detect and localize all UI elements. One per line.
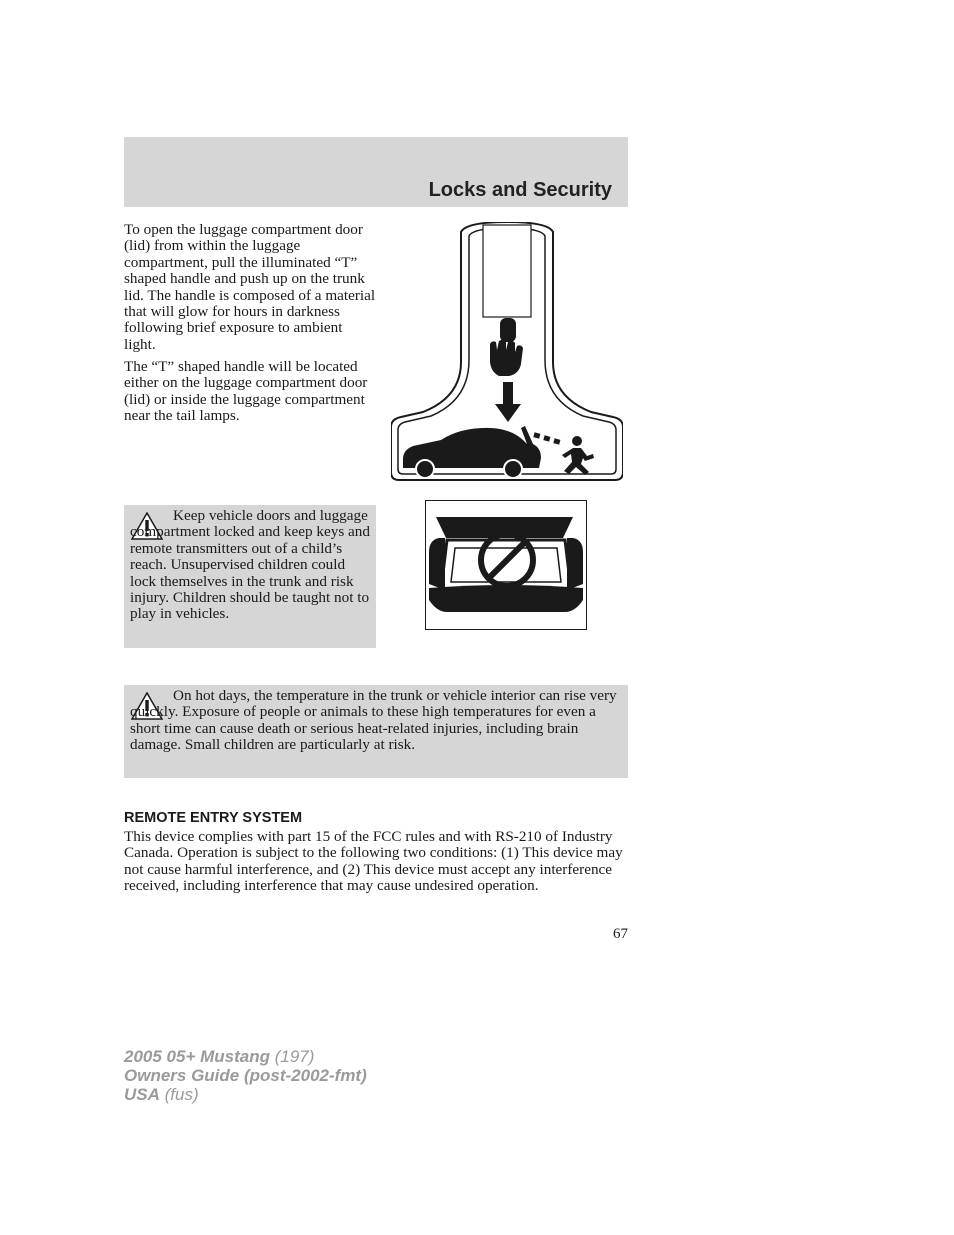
heat-warning xyxy=(124,685,628,778)
remote-entry-paragraph: This device complies with part 15 of the FCC rules and with RS-210 of Industry Canada. Operation is subject to the following two conditions: (1) This device may not cause harmful interference, and (2) This device must accept any interference received, including interference that may cause undesired operation. xyxy=(124,828,623,895)
footer-model-code: (197) xyxy=(270,1047,315,1066)
heat-warning-text: On hot days, the temperature in the trunk or vehicle interior can rise very quickly. Exposure of people or animals to these high temperatures for even a short time can cause death or serious heat-related injuries, including brain damage. Small children are particularly at risk. xyxy=(130,687,617,754)
chapter-title: Locks and Security xyxy=(428,179,612,201)
child-safety-warning xyxy=(124,505,376,648)
no-children-in-trunk-icon xyxy=(425,500,587,630)
footer-market-code: (fus) xyxy=(159,1085,199,1104)
footer-line-1 xyxy=(124,1047,367,1066)
chapter-header xyxy=(124,137,628,207)
t-handle-release-illustration xyxy=(391,222,623,482)
page-number: 67 xyxy=(613,926,628,942)
footer-model: 2005 05+ Mustang xyxy=(124,1047,270,1066)
footer-guide: Owners Guide (post-2002-fmt) xyxy=(124,1066,367,1085)
document-footer xyxy=(124,1047,367,1104)
footer-line-3 xyxy=(124,1085,367,1104)
footer-market: USA xyxy=(124,1085,160,1104)
remote-entry-heading: REMOTE ENTRY SYSTEM xyxy=(124,810,303,826)
handle-location-paragraph: The “T” shaped handle will be located either on the luggage compartment door (lid) or inside the luggage compartment near the tail lamps. xyxy=(124,358,368,425)
child-safety-warning-text: Keep vehicle doors and luggage compartment locked and keep keys and remote transmitters out of a child’s reach. Unsupervised children could lock themselves in the trunk and risk injury. Children should be taught not to play in vehicles. xyxy=(130,507,370,623)
trunk-release-paragraph: To open the luggage compartment door (lid) from within the luggage compartment, pull the illuminated “T” shaped handle and push up on the trunk lid. The handle is composed of a material that will glow for hours in darkness following brief exposure to ambient light. xyxy=(124,221,376,353)
